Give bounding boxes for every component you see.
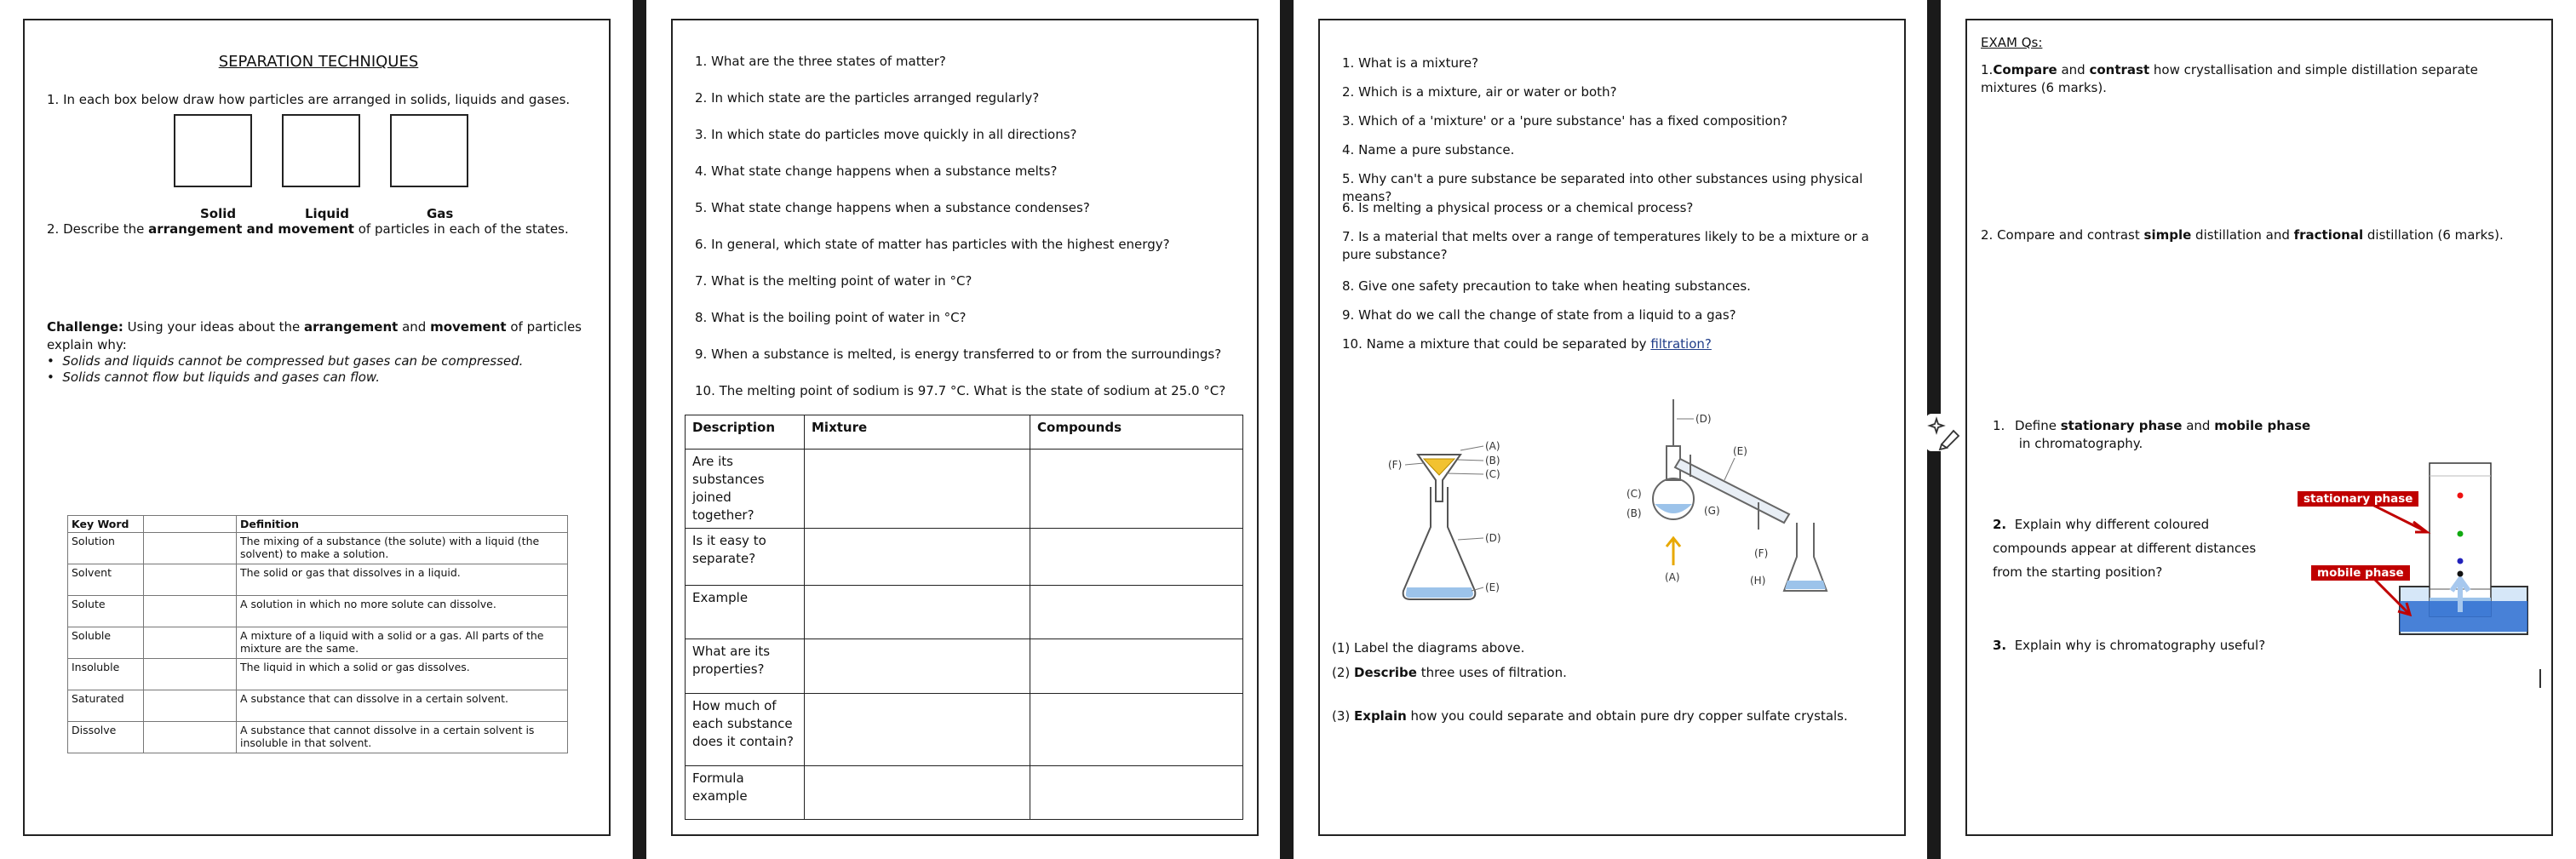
page-divider	[1280, 0, 1294, 859]
label-e: (E)	[1733, 445, 1747, 457]
filtrate	[1406, 587, 1473, 598]
question: 4. What state change happens when a substance melts?	[695, 163, 1058, 179]
answer-cell[interactable]	[1030, 529, 1243, 586]
table-row: Soluble A mixture of a liquid with a solid or a gas. All parts of the mixture are the same.	[68, 627, 568, 659]
answer-cell[interactable]	[805, 450, 1030, 529]
filtration-link[interactable]: filtration?	[1650, 336, 1712, 352]
header-mixture: Mixture	[805, 415, 1030, 450]
page-divider	[633, 0, 646, 859]
green-spot	[2458, 531, 2464, 537]
answer-cell[interactable]	[1030, 766, 1243, 820]
question: 9. What do we call the change of state from a liquid to a gas?	[1342, 307, 1736, 323]
question: 2. In which state are the particles arranged regularly?	[695, 90, 1040, 106]
label-c: (C)	[1485, 468, 1500, 480]
question: 1. What is a mixture?	[1342, 55, 1479, 71]
table-row: Solution The mixing of a substance (the solute) with a liquid (the solvent) to make a solution.	[68, 533, 568, 564]
answer-cell[interactable]	[805, 529, 1030, 586]
stationary-arrow	[2367, 501, 2435, 535]
table-row: Saturated A substance that can dissolve in a certain solvent.	[68, 690, 568, 722]
solid-drawing-box[interactable]	[174, 114, 252, 187]
keyword-table	[67, 515, 568, 753]
label-c: (C)	[1626, 488, 1642, 500]
liquid-drawing-box[interactable]	[282, 114, 360, 187]
match-cell[interactable]	[144, 690, 237, 722]
label-h: (H)	[1750, 575, 1766, 587]
label-d: (D)	[1695, 413, 1712, 425]
answer-cell[interactable]	[805, 766, 1030, 820]
answer-cell[interactable]	[805, 694, 1030, 766]
task-2: (2) Describe three uses of filtration.	[1332, 665, 1567, 680]
table-row: How much of each substance does it contain?	[686, 694, 1243, 766]
label-g: (G)	[1704, 505, 1720, 517]
exam-question-1: 1.Compare and contrast how crystallisation and simple distillation separate mixtures (6 marks).	[1981, 62, 2478, 95]
solid-label: Solid	[200, 206, 237, 221]
heat-arrow	[1667, 538, 1680, 565]
page-4[interactable]	[1965, 19, 2553, 836]
table-row: Example	[686, 586, 1243, 639]
question: 8. What is the boiling point of water in °C?	[695, 310, 967, 325]
chromatography-q3: 3. Explain why is chromatography useful?	[1993, 638, 2266, 653]
conical-flask	[1403, 487, 1476, 599]
page-1[interactable]	[23, 19, 611, 836]
black-spot	[2458, 571, 2464, 577]
match-cell[interactable]	[144, 722, 237, 753]
answer-cell[interactable]	[805, 639, 1030, 694]
exam-question-2: 2. Compare and contrast simple distillation and fractional distillation (6 marks).	[1981, 227, 2504, 243]
header-keyword: Key Word	[68, 516, 144, 533]
label-b: (B)	[1626, 507, 1642, 519]
question: 1. What are the three states of matter?	[695, 54, 946, 69]
table-row: Insoluble The liquid in which a solid or gas dissolves.	[68, 659, 568, 690]
match-cell[interactable]	[144, 533, 237, 564]
gas-drawing-box[interactable]	[390, 114, 468, 187]
answer-cell[interactable]	[1030, 639, 1243, 694]
question-1: 1. In each box below draw how particles are arranged in solids, liquids and gases.	[47, 92, 571, 107]
answer-cell[interactable]	[1030, 450, 1243, 529]
label-d: (D)	[1485, 532, 1501, 544]
page-title: SEPARATION TECHNIQUES	[218, 53, 419, 71]
mixture-compound-table	[685, 415, 1243, 820]
challenge-bullet: • Solids and liquids cannot be compressed but gases can be compressed.	[47, 353, 524, 369]
table-row: Dissolve A substance that cannot dissolve in a certain solvent is insoluble in that solvent.	[68, 722, 568, 753]
chromatography-q2: 2. Explain why different coloured compounds appear at different distances from the starting position?	[1993, 517, 2257, 580]
match-cell[interactable]	[144, 659, 237, 690]
gas-label: Gas	[427, 206, 454, 221]
label-e: (E)	[1485, 581, 1500, 593]
question: 7. Is a material that melts over a range of temperatures likely to be a mixture or a pure substance?	[1342, 229, 1869, 262]
header-compounds: Compounds	[1030, 415, 1243, 450]
mobile-arrow	[2369, 576, 2420, 620]
exam-heading: EXAM Qs:	[1981, 35, 2043, 50]
page-3[interactable]	[1318, 19, 1906, 836]
header-blank	[144, 516, 237, 533]
label-f: (F)	[1388, 459, 1403, 471]
header-definition: Definition	[237, 516, 568, 533]
answer-cell[interactable]	[1030, 586, 1243, 639]
mobile-phase-label: mobile phase	[2311, 565, 2410, 581]
answer-cell[interactable]	[1030, 694, 1243, 766]
red-spot	[2458, 493, 2464, 499]
match-cell[interactable]	[144, 627, 237, 659]
filtration-diagram	[1388, 412, 1558, 616]
distillation-diagram	[1622, 395, 1852, 608]
question: 5. Why can't a pure substance be separated into other substances using physical means?	[1342, 171, 1863, 204]
label-a: (A)	[1665, 571, 1680, 583]
page-2[interactable]	[671, 19, 1259, 836]
question: 6. In general, which state of matter has particles with the highest energy?	[695, 237, 1170, 252]
header-description: Description	[686, 415, 805, 450]
liquid	[1655, 504, 1692, 513]
question: 2. Which is a mixture, air or water or both?	[1342, 84, 1617, 100]
liquid-label: Liquid	[305, 206, 349, 221]
filter-paper	[1424, 459, 1454, 475]
question: 5. What state change happens when a substance condenses?	[695, 200, 1090, 215]
text-cursor	[2539, 669, 2541, 688]
question: 3. Which of a 'mixture' or a 'pure substance' has a fixed composition?	[1342, 113, 1788, 129]
task-1: (1) Label the diagrams above.	[1332, 640, 1525, 656]
match-cell[interactable]	[144, 596, 237, 627]
blue-spot	[2458, 558, 2464, 564]
question: 8. Give one safety precaution to take when heating substances.	[1342, 278, 1751, 294]
distillate	[1785, 581, 1826, 589]
table-row: What are its properties?	[686, 639, 1243, 694]
answer-cell[interactable]	[805, 586, 1030, 639]
table-row: Solute A solution in which no more solute can dissolve.	[68, 596, 568, 627]
question: 10. The melting point of sodium is 97.7 °C. What is the state of sodium at 25.0 °C?	[695, 383, 1226, 398]
table-row: Is it easy to separate?	[686, 529, 1243, 586]
question: 6. Is melting a physical process or a chemical process?	[1342, 200, 1694, 215]
label-a: (A)	[1485, 440, 1500, 452]
question: 10. Name a mixture that could be separated by filtration?	[1342, 336, 1712, 352]
table-row: Formula example	[686, 766, 1243, 820]
match-cell[interactable]	[144, 564, 237, 596]
ai-sparkle-pen-icon[interactable]	[1926, 414, 1964, 451]
chromatography-q1: 1. Define stationary phase and mobile phase in chromatography.	[1993, 418, 2311, 451]
question: 3. In which state do particles move quickly in all directions?	[695, 127, 1077, 142]
label-f: (F)	[1754, 547, 1769, 559]
question: 7. What is the melting point of water in °C?	[695, 273, 972, 289]
table-row: Solvent The solid or gas that dissolves in a liquid.	[68, 564, 568, 596]
question: 4. Name a pure substance.	[1342, 142, 1515, 157]
challenge-text: Challenge: Using your ideas about the arrangement and movement of particles explain why:	[47, 319, 582, 352]
label-b: (B)	[1485, 455, 1500, 467]
question: 9. When a substance is melted, is energy transferred to or from the surroundings?	[695, 346, 1222, 362]
task-3: (3) Explain how you could separate and obtain pure dry copper sulfate crystals.	[1332, 708, 1848, 724]
question-2: 2. Describe the arrangement and movement of particles in each of the states.	[47, 221, 569, 237]
stationary-phase-label: stationary phase	[2298, 491, 2418, 507]
table-row: Are its substances joined together?	[686, 450, 1243, 529]
challenge-bullet: • Solids cannot flow but liquids and gases can flow.	[47, 369, 381, 385]
